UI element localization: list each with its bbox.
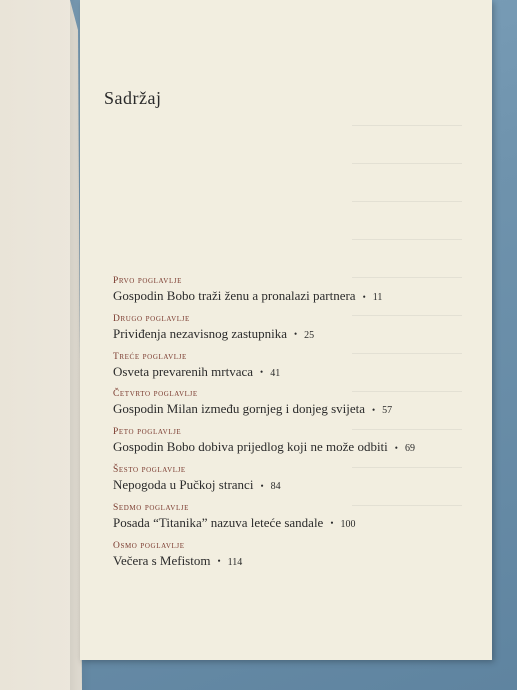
chapter-label: Treće poglavlje	[113, 351, 187, 362]
toc-entry	[113, 503, 413, 541]
page-number: 25	[304, 329, 315, 341]
page-number: 11	[372, 292, 383, 303]
toc-entry	[113, 389, 413, 427]
chapter-title: Gospodin Milan između gornjeg i donjeg svijeta	[113, 401, 366, 417]
chapter-label: Šesto poglavlje	[113, 464, 186, 475]
chapter-line	[113, 552, 413, 571]
chapter-title: Osveta prevarenih mrtvaca	[113, 363, 254, 379]
toc-entry	[113, 314, 413, 352]
page-number: 84	[270, 480, 281, 492]
page-number: 114	[227, 556, 243, 568]
chapter-line	[113, 363, 413, 382]
page-number: 100	[340, 518, 356, 530]
chapter-title: Nepogoda u Pučkoj stranci	[113, 476, 254, 492]
chapter-line	[113, 514, 413, 533]
chapter-title: Gospodin Bobo dobiva prijedlog koji ne može odbiti	[113, 439, 388, 455]
chapter-label: Četvrto poglavlje	[113, 389, 198, 400]
chapter-title: Priviđenja nezavisnog zastupnika	[113, 325, 288, 341]
chapter-line	[113, 438, 413, 457]
chapter-line	[113, 325, 413, 344]
toc-entry	[113, 541, 413, 579]
chapter-label: Drugo poglavlje	[113, 313, 190, 324]
bullet-separator: •	[394, 442, 398, 453]
bullet-separator: •	[260, 367, 264, 378]
page-title: Sadržaj	[104, 88, 162, 108]
bullet-separator: •	[260, 480, 264, 491]
table-of-contents	[113, 276, 413, 578]
chapter-label: Sedmo poglavlje	[113, 502, 190, 513]
bullet-separator: •	[330, 518, 334, 529]
chapter-line	[113, 400, 413, 419]
page-number: 57	[382, 405, 393, 417]
chapter-title: Posada “Titanika” nazuva leteće sandale	[113, 514, 324, 530]
page-number: 69	[404, 443, 415, 455]
bullet-separator: •	[362, 291, 366, 302]
chapter-line	[113, 287, 413, 306]
chapter-label: Osmo poglavlje	[113, 540, 185, 551]
bullet-separator: •	[372, 404, 376, 415]
chapter-label: Prvo poglavlje	[113, 276, 183, 286]
page-number: 41	[270, 367, 281, 379]
bullet-separator: •	[217, 556, 221, 567]
chapter-label: Peto poglavlje	[113, 427, 182, 438]
toc-entry	[113, 276, 413, 314]
bullet-separator: •	[294, 329, 298, 340]
chapter-title: Večera s Mefistom	[113, 552, 211, 568]
toc-entry	[113, 352, 413, 390]
toc-entry	[113, 427, 413, 465]
chapter-title: Gospodin Bobo traži ženu a pronalazi partnera	[113, 288, 356, 303]
chapter-line	[113, 476, 413, 495]
toc-entry	[113, 465, 413, 503]
